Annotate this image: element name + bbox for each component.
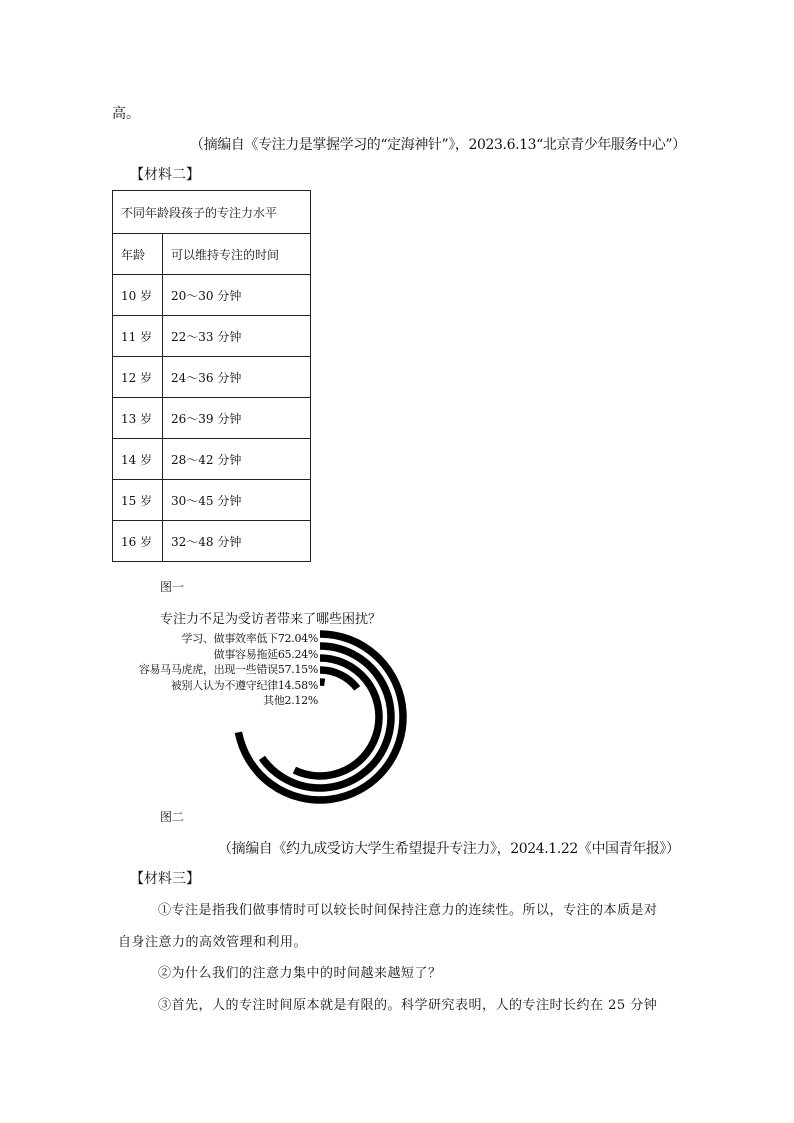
table-cell-age: 12 岁	[113, 357, 163, 398]
intro-fragment: 高。	[112, 106, 140, 122]
focus-level-table	[112, 190, 311, 562]
table-cell-age: 16 岁	[113, 521, 163, 562]
chart-label-1: 做事容易拖延65.24%	[213, 647, 318, 661]
table-row	[113, 521, 311, 562]
chart-label-0: 学习、做事效率低下72.04%	[181, 632, 318, 645]
table-header-age: 年龄	[113, 234, 163, 275]
table-title: 不同年龄段孩子的专注力水平	[113, 191, 311, 234]
material2-heading: 【材料二】	[130, 167, 200, 183]
figure1-caption: 图一	[160, 580, 185, 594]
radial-bar-chart	[230, 627, 410, 807]
table-cell-duration: 20～30 分钟	[163, 275, 311, 316]
material3-heading: 【材料三】	[130, 871, 200, 887]
material3-paragraph2: ②为什么我们的注意力集中的时间越来越短了？	[158, 966, 442, 981]
table-row	[113, 357, 311, 398]
table-cell-duration: 22～33 分钟	[163, 316, 311, 357]
table-cell-duration: 30～45 分钟	[163, 480, 311, 521]
material3-paragraph3: ③首先，人的专注时间原本就是有限的。科学研究表明，人的专注时长约在 25 分钟	[158, 998, 658, 1013]
chart-label-4: 其他2.12%	[263, 694, 318, 707]
chart-arc-3	[320, 670, 357, 688]
material3-paragraph1: ①专注是指我们做事情时可以较长时间保持注意力的连续性。所以，专注的本质是对	[158, 903, 658, 918]
chart-label-3: 被别人认为不遵守纪律14.58%	[170, 678, 318, 692]
table-header-duration: 可以维持专注的时间	[163, 234, 311, 275]
source-citation-1: （摘编自《专注力是掌握学习的“定海神针”》，2023.6.13“北京青少年服务中心”）	[190, 137, 686, 153]
table-row	[113, 316, 311, 357]
table-row	[113, 275, 311, 316]
table-row	[113, 398, 311, 439]
table-cell-duration: 24～36 分钟	[163, 357, 311, 398]
figure2-caption: 图二	[160, 810, 185, 824]
source-citation-2: （摘编自《约九成受访大学生希望提升专注力》，2024.1.22《中国青年报》）	[218, 841, 680, 857]
chart-label-2: 容易马马虎虎，出现一些错误57.15%	[138, 663, 318, 676]
table-row	[113, 439, 311, 480]
table-cell-age: 11 岁	[113, 316, 163, 357]
table-cell-age: 10 岁	[113, 275, 163, 316]
table-cell-age: 13 岁	[113, 398, 163, 439]
table-cell-duration: 26～39 分钟	[163, 398, 311, 439]
table-cell-duration: 28～42 分钟	[163, 439, 311, 480]
table-cell-duration: 32～48 分钟	[163, 521, 311, 562]
table-row	[113, 480, 311, 521]
table-cell-age: 14 岁	[113, 439, 163, 480]
table-cell-age: 15 岁	[113, 480, 163, 521]
material3-paragraph1-cont: 自身注意力的高效管理和利用。	[118, 935, 308, 950]
chart-title: 专注力不足为受访者带来了哪些困扰？	[160, 612, 382, 627]
